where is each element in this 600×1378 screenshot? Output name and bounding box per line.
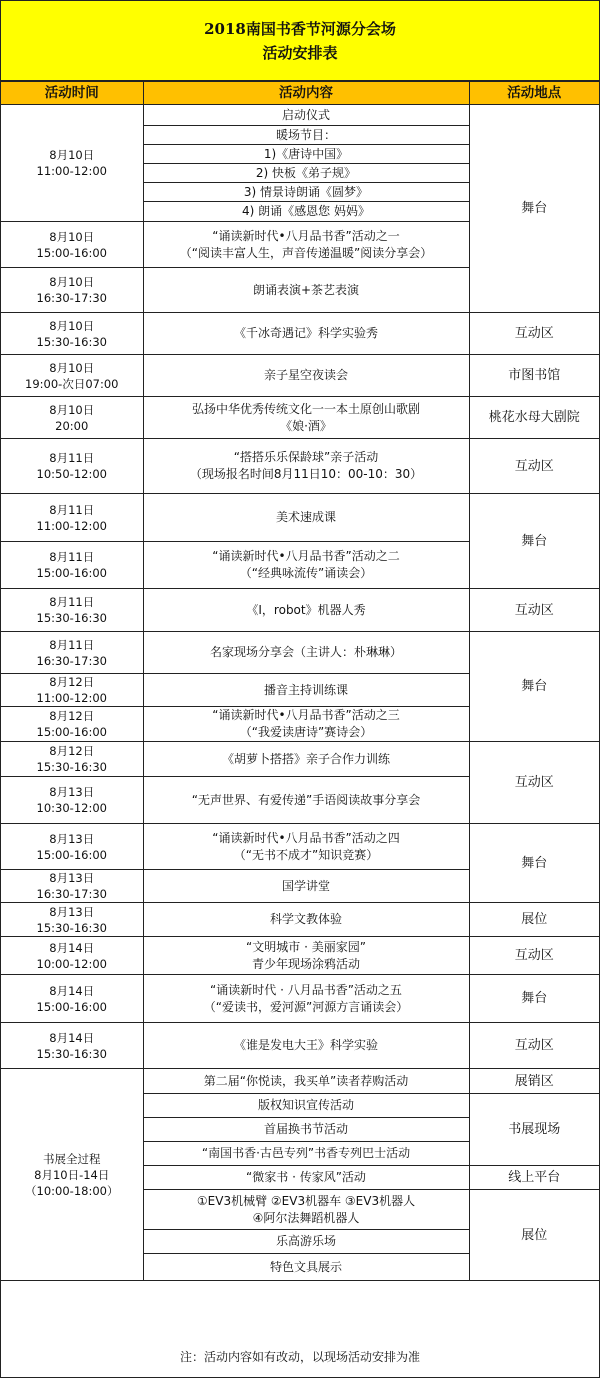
content-cell: 名家现场分享会（主讲人：朴琳琳） (143, 632, 469, 674)
schedule-table (1, 81, 599, 1281)
content-cell (143, 397, 469, 439)
content-cell: 《I，robot》机器人秀 (143, 589, 469, 632)
time-line: 15:00-16:00 (36, 725, 107, 739)
place-cell: 桃花水母大剧院 (469, 397, 599, 439)
time-line: 8月10日 (49, 318, 95, 333)
table-row (1, 355, 599, 397)
time-cell (1, 268, 143, 313)
content-line: “诵读新时代•八月品书香”活动之四 (212, 830, 400, 845)
header-place: 活动地点 (469, 82, 599, 105)
time-line: 8月10日 (49, 229, 95, 244)
place-cell: 舞台 (469, 494, 599, 589)
time-line: 8月11日 (49, 595, 95, 609)
time-cell (1, 975, 143, 1023)
time-line: 8月14日 (49, 1030, 95, 1045)
content-cell (143, 222, 469, 268)
time-cell (1, 355, 143, 397)
time-line: 8月10日 (49, 360, 95, 375)
content-cell: 首届换书节活动 (143, 1118, 469, 1142)
content-cell (143, 1190, 469, 1230)
time-line: 8月11日 (49, 637, 95, 652)
time-cell (1, 937, 143, 975)
time-cell (1, 105, 143, 222)
time-cell (1, 777, 143, 824)
content-line: “诵读新时代•八月品书香”活动之一 (212, 228, 400, 243)
content-cell (143, 824, 469, 870)
content-cell (143, 937, 469, 975)
content-cell (143, 975, 469, 1023)
content-line: （“阅读丰富人生，声音传递温暖”阅读分享会） (179, 245, 433, 260)
content-cell: 版权知识宣传活动 (143, 1094, 469, 1118)
content-cell: “无声世界、有爱传递”手语阅读故事分享会 (143, 777, 469, 824)
content-cell (143, 542, 469, 589)
time-line: 8月11日 (49, 550, 95, 564)
time-line: 8月14日 (49, 940, 95, 955)
content-cell: 亲子星空夜读会 (143, 355, 469, 397)
place-cell: 互动区 (469, 937, 599, 975)
table-row (1, 1069, 599, 1094)
time-cell (1, 742, 143, 777)
time-cell (1, 542, 143, 589)
time-line: 书展全过程 (43, 1151, 101, 1166)
content-line: ④阿尔法舞蹈机器人 (252, 1210, 360, 1225)
content-line: （“经典咏流传”诵读会） (239, 566, 373, 580)
time-line: 8月10日 (49, 148, 95, 162)
content-cell (143, 439, 469, 494)
time-line: 8月10日 (49, 402, 95, 417)
table-row (1, 975, 599, 1023)
place-cell: 互动区 (469, 742, 599, 824)
time-line: 8月12日 (49, 675, 95, 689)
time-line: 8月12日 (49, 744, 95, 758)
time-line: 8月10日 (49, 275, 95, 289)
time-line: 8月12日 (49, 709, 95, 723)
table-row (1, 105, 599, 126)
content-line: （“无书不成才”知识竞赛） (233, 847, 379, 862)
time-cell (1, 632, 143, 674)
place-cell: 舞台 (469, 105, 599, 313)
time-line: 11:00-12:00 (36, 518, 107, 533)
time-line: 8月11日 (49, 451, 95, 465)
time-cell (1, 674, 143, 707)
table-row (1, 903, 599, 937)
time-cell (1, 439, 143, 494)
table-row (1, 397, 599, 439)
content-cell: 国学讲堂 (143, 870, 469, 903)
time-cell (1, 707, 143, 742)
time-cell (1, 870, 143, 903)
content-cell: 朗诵表演+茶艺表演 (143, 268, 469, 313)
content-cell: 暖场节目： (143, 126, 469, 145)
place-cell: 舞台 (469, 824, 599, 903)
time-cell (1, 824, 143, 870)
time-line: 15:30-16:30 (36, 1046, 107, 1061)
content-cell: 第二届“你悦读，我买单”读者荐购活动 (143, 1069, 469, 1094)
place-cell: 互动区 (469, 1023, 599, 1069)
title-line-2: 活动安排表 (262, 43, 338, 62)
place-cell: 互动区 (469, 439, 599, 494)
header-row (1, 82, 599, 105)
content-line: “文明城市 · 美丽家园” (246, 939, 366, 954)
time-line: 8月11日 (49, 502, 95, 517)
content-line: 《娘·酒》 (280, 418, 332, 433)
content-cell: 科学文教体验 (143, 903, 469, 937)
time-cell (1, 589, 143, 632)
content-line: （“我爱读唐诗”赛诗会） (239, 725, 373, 739)
time-cell (1, 222, 143, 268)
time-cell (1, 397, 143, 439)
header-content: 活动内容 (143, 82, 469, 105)
content-cell: 《千冰奇遇记》科学实验秀 (143, 313, 469, 355)
time-line: 15:30-16:30 (36, 760, 107, 774)
table-row (1, 824, 599, 870)
table-row (1, 1023, 599, 1069)
time-line: 16:30-17:30 (36, 887, 107, 901)
content-line: “诵读新时代 · 八月品书香”活动之五 (210, 982, 402, 997)
time-cell (1, 494, 143, 542)
content-cell (143, 707, 469, 742)
place-cell: 市图书馆 (469, 355, 599, 397)
time-line: 16:30-17:30 (36, 291, 107, 305)
time-line: 8月13日 (49, 785, 95, 799)
content-cell: 1)《唐诗中国》 (143, 145, 469, 164)
place-cell: 展位 (469, 903, 599, 937)
place-cell: 展位 (469, 1190, 599, 1281)
place-cell: 展销区 (469, 1069, 599, 1094)
time-cell (1, 313, 143, 355)
content-cell: 播音主持训练课 (143, 674, 469, 707)
time-line: 15:00-16:00 (36, 999, 107, 1014)
table-row (1, 494, 599, 542)
table-row (1, 313, 599, 355)
time-cell (1, 903, 143, 937)
content-line: （现场报名时间8月11日10：00-10：30） (189, 467, 423, 481)
table-title (1, 1, 599, 81)
place-cell: 线上平台 (469, 1166, 599, 1190)
content-cell: 特色文具展示 (143, 1254, 469, 1281)
table-row (1, 742, 599, 777)
table-row (1, 632, 599, 674)
time-line: 8月13日 (49, 871, 95, 885)
content-cell: 乐高游乐场 (143, 1230, 469, 1254)
content-cell: “微家书 · 传家风”活动 (143, 1166, 469, 1190)
time-line: 15:00-16:00 (36, 847, 107, 862)
content-cell: 4) 朗诵《感恩您 妈妈》 (143, 202, 469, 222)
content-cell: “南国书香·古邑专列”书香专列巴士活动 (143, 1142, 469, 1166)
time-line: 19:00-次日07:00 (25, 376, 119, 391)
place-cell: 互动区 (469, 313, 599, 355)
time-line: 20:00 (55, 418, 89, 433)
time-line: 11:00-12:00 (36, 691, 107, 705)
place-cell: 互动区 (469, 589, 599, 632)
table-row (1, 589, 599, 632)
content-cell: 启动仪式 (143, 105, 469, 126)
time-line: 8月13日 (49, 831, 95, 846)
time-line: 15:00-16:00 (36, 245, 107, 260)
time-line: 15:30-16:30 (36, 334, 107, 349)
time-line: 15:30-16:30 (36, 611, 107, 625)
content-line: “诵读新时代•八月品书香”活动之二 (212, 549, 400, 563)
header-time: 活动时间 (1, 82, 143, 105)
content-line: “搭搭乐乐保龄球”亲子活动 (233, 450, 379, 464)
content-cell: 《谁是发电大王》科学实验 (143, 1023, 469, 1069)
time-line: 10:00-12:00 (36, 956, 107, 971)
time-line: 10:50-12:00 (36, 467, 107, 481)
time-line: 8月10日-14日 (34, 1167, 110, 1182)
content-line: “诵读新时代•八月品书香”活动之三 (212, 708, 400, 722)
table-row (1, 439, 599, 494)
time-line: 11:00-12:00 (36, 164, 107, 178)
content-line: ①EV3机械臂 ②EV3机器车 ③EV3机器人 (196, 1193, 416, 1208)
time-cell (1, 1069, 143, 1281)
content-cell: 美术速成课 (143, 494, 469, 542)
place-cell: 舞台 (469, 975, 599, 1023)
time-line: 8月13日 (49, 904, 95, 919)
content-cell: 3) 情景诗朗诵《圆梦》 (143, 183, 469, 202)
footer-note: 注：活动内容如有改动，以现场活动安排为准 (179, 1349, 420, 1364)
time-line: 15:00-16:00 (36, 566, 107, 580)
content-line: （“爱读书，爱河源”河源方言诵读会） (203, 999, 409, 1014)
time-line: 16:30-17:30 (36, 653, 107, 668)
place-cell: 舞台 (469, 632, 599, 742)
time-line: （10:00-18:00） (25, 1183, 119, 1198)
table-row (1, 937, 599, 975)
time-line: 15:30-16:30 (36, 920, 107, 935)
content-line: 弘扬中华优秀传统文化一一本土原创山歌剧 (191, 401, 420, 416)
content-cell: 《胡萝卜搭搭》亲子合作力训练 (143, 742, 469, 777)
content-line: 青少年现场涂鸦活动 (251, 956, 360, 971)
title-line-1: 2018南国书香节河源分会场 (204, 19, 396, 38)
time-line: 8月14日 (49, 983, 95, 998)
time-cell (1, 1023, 143, 1069)
content-cell: 2) 快板《弟子规》 (143, 164, 469, 183)
place-cell: 书展现场 (469, 1094, 599, 1166)
time-line: 10:30-12:00 (36, 801, 107, 815)
